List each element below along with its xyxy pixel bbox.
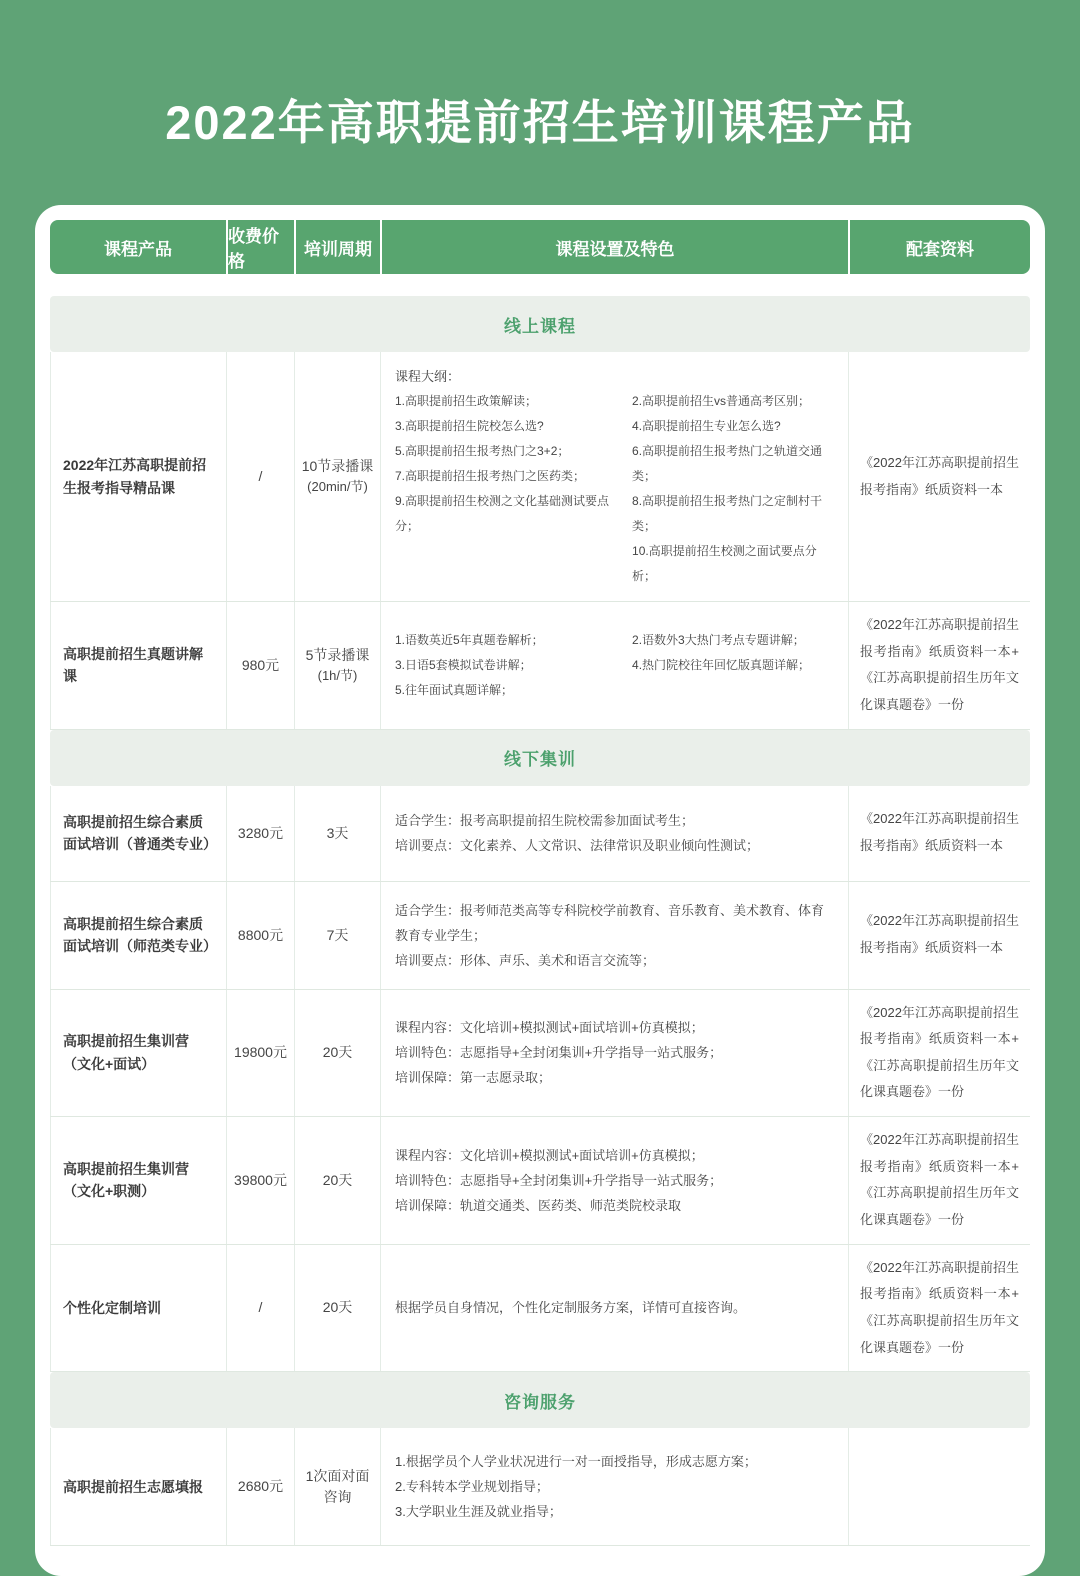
table-row xyxy=(50,602,1030,730)
features-cell xyxy=(380,1428,848,1545)
feature-item: 1.语数英近5年真题卷解析； xyxy=(395,632,544,647)
section-band-online xyxy=(50,296,1030,352)
period-line: 10节录播课 xyxy=(301,458,374,475)
materials-cell xyxy=(848,352,1030,601)
price-cell: 8800元 xyxy=(226,882,294,989)
features-cell xyxy=(380,352,848,601)
feature-line: 培训保障：轨道交通类、医药类、师范类院校录取 xyxy=(395,1197,682,1213)
materials-text: 《2022年江苏高职提前招生报考指南》纸质资料一本+《江苏高职提前招生历年文化课真题卷》一份 xyxy=(860,1132,1019,1228)
period-line: 1次面对面 xyxy=(305,1467,370,1484)
features-cell xyxy=(380,1117,848,1244)
price-cell: 39800元 xyxy=(226,1117,294,1244)
section-band-consulting xyxy=(50,1372,1030,1428)
section-label: 线下集训 xyxy=(504,750,576,770)
feature-item: 3.高职提前招生院校怎么选? xyxy=(395,419,544,433)
period-line: 5节录播课 xyxy=(305,647,370,664)
price-cell: 980元 xyxy=(226,602,294,729)
course-name-cell: 高职提前招生综合素质面试培训（师范类专业） xyxy=(50,882,226,989)
feature-intro: 课程大纲： xyxy=(395,369,461,384)
period-cell xyxy=(294,602,380,729)
features-cell xyxy=(380,882,848,989)
period-line: 咨询 xyxy=(323,1488,352,1505)
price-cell: 19800元 xyxy=(226,990,294,1117)
feature-columns xyxy=(395,628,834,703)
materials-text: 《2022年江苏高职提前招生报考指南》纸质资料一本+《江苏高职提前招生历年文化课真题卷》一份 xyxy=(860,1259,1019,1355)
features-cell xyxy=(380,602,848,729)
feature-item: 6.高职提前招生报考热门之轨道交通类； xyxy=(632,444,823,483)
materials-text: 《2022年江苏高职提前招生报考指南》纸质资料一本 xyxy=(860,811,1019,854)
feature-columns xyxy=(395,389,834,589)
table-header xyxy=(50,220,1030,274)
feature-line: 3.大学职业生涯及就业指导； xyxy=(395,1504,562,1520)
features-cell xyxy=(380,1245,848,1372)
period-line: (1h/节) xyxy=(317,668,358,684)
features-cell xyxy=(380,990,848,1117)
feature-item: 4.高职提前招生专业怎么选? xyxy=(632,419,781,433)
period-line: 20天 xyxy=(322,1044,353,1061)
period-cell xyxy=(294,786,380,881)
feature-item: 3.日语5套模拟试卷讲解； xyxy=(395,657,532,672)
feature-line: 适合学生：报考高职提前招生院校需参加面试考生； xyxy=(395,813,695,829)
materials-text: 《2022年江苏高职提前招生报考指南》纸质资料一本 xyxy=(860,913,1019,956)
table-row xyxy=(50,786,1030,882)
table-row xyxy=(50,882,1030,990)
course-name-cell: 个性化定制培训 xyxy=(50,1245,226,1372)
course-name-cell: 高职提前招生综合素质面试培训（普通类专业） xyxy=(50,786,226,881)
header-cell-materials: 配套资料 xyxy=(848,220,1030,274)
period-line: 20天 xyxy=(322,1171,353,1188)
price-cell: 2680元 xyxy=(226,1428,294,1545)
feature-item: 10.高职提前招生校测之面试要点分析； xyxy=(632,544,817,583)
period-line: (20min/节) xyxy=(307,479,368,495)
price-cell: / xyxy=(226,352,294,601)
content-card xyxy=(35,205,1045,1576)
period-line: 3天 xyxy=(326,824,349,841)
feature-line: 培训特色：志愿指导+全封闭集训+升学指导一站式服务； xyxy=(395,1172,723,1188)
feature-item: 1.高职提前招生政策解读； xyxy=(395,394,538,408)
materials-cell xyxy=(848,1245,1030,1372)
materials-cell xyxy=(848,882,1030,989)
course-name-cell: 2022年江苏高职提前招生报考指导精品课 xyxy=(50,352,226,601)
course-name-cell: 高职提前招生集训营（文化+职测） xyxy=(50,1117,226,1244)
feature-line: 培训保障：第一志愿录取； xyxy=(395,1070,552,1086)
feature-item: 5.高职提前招生报考热门之3+2； xyxy=(395,444,570,458)
feature-line: 根据学员自身情况，个性化定制服务方案，详情可直接咨询。 xyxy=(395,1300,747,1316)
feature-item: 7.高职提前招生报考热门之医药类； xyxy=(395,469,586,483)
period-cell xyxy=(294,1117,380,1244)
feature-line: 培训特色：志愿指导+全封闭集训+升学指导一站式服务； xyxy=(395,1045,723,1061)
feature-item: 4.热门院校往年回忆版真题详解； xyxy=(632,657,811,672)
period-cell xyxy=(294,1245,380,1372)
feature-line: 2.专科转本学业规划指导； xyxy=(395,1479,549,1495)
header-cell-course: 课程产品 xyxy=(50,220,226,274)
period-line: 20天 xyxy=(322,1299,353,1316)
section-label: 线上课程 xyxy=(504,316,576,336)
course-name-cell: 高职提前招生集训营（文化+面试） xyxy=(50,990,226,1117)
period-cell xyxy=(294,882,380,989)
period-line: 7天 xyxy=(326,926,349,943)
header-cell-features: 课程设置及特色 xyxy=(380,220,848,274)
materials-cell xyxy=(848,786,1030,881)
feature-item: 9.高职提前招生校测之文化基础测试要点分； xyxy=(395,494,610,533)
period-cell xyxy=(294,990,380,1117)
course-name-cell: 高职提前招生真题讲解课 xyxy=(50,602,226,729)
feature-item: 8.高职提前招生报考热门之定制村干类； xyxy=(632,494,823,533)
header-cell-price: 收费价格 xyxy=(226,220,294,274)
materials-text: 《2022年江苏高职提前招生报考指南》纸质资料一本 xyxy=(860,454,1019,497)
table-row xyxy=(50,1117,1030,1245)
section-label: 咨询服务 xyxy=(504,1392,576,1412)
features-cell xyxy=(380,786,848,881)
period-cell xyxy=(294,352,380,601)
table-row xyxy=(50,990,1030,1118)
materials-cell xyxy=(848,1117,1030,1244)
feature-line: 适合学生：报考师范类高等专科院校学前教育、音乐教育、美术教育、体育教育专业学生； xyxy=(395,902,825,943)
materials-text: 《2022年江苏高职提前招生报考指南》纸质资料一本+《江苏高职提前招生历年文化课真题卷》一份 xyxy=(860,1004,1019,1100)
table-row xyxy=(50,1428,1030,1546)
materials-cell xyxy=(848,990,1030,1117)
page-title: 2022年高职提前招生培训课程产品 xyxy=(165,96,915,149)
materials-cell xyxy=(848,602,1030,729)
price-cell: 3280元 xyxy=(226,786,294,881)
materials-cell xyxy=(848,1428,1030,1545)
feature-line: 课程内容：文化培训+模拟测试+面试培训+仿真模拟； xyxy=(395,1020,704,1036)
section-band-offline xyxy=(50,730,1030,786)
feature-line: 培训要点：文化素养、人文常识、法律常识及职业倾向性测试； xyxy=(395,838,760,854)
table-row xyxy=(50,352,1030,602)
course-name-cell: 高职提前招生志愿填报 xyxy=(50,1428,226,1545)
feature-line: 课程内容：文化培训+模拟测试+面试培训+仿真模拟； xyxy=(395,1147,704,1163)
materials-text: 《2022年江苏高职提前招生报考指南》纸质资料一本+《江苏高职提前招生历年文化课真题卷》一份 xyxy=(860,617,1019,712)
table-row xyxy=(50,1245,1030,1373)
header-cell-period: 培训周期 xyxy=(294,220,380,274)
feature-item: 5.往年面试真题详解； xyxy=(395,682,514,697)
feature-line: 培训要点：形体、声乐、美术和语言交流等； xyxy=(395,952,656,968)
feature-item: 2.语数外3大热门考点专题讲解； xyxy=(632,632,805,647)
feature-item: 2.高职提前招生vs普通高考区别； xyxy=(632,394,811,408)
price-cell: / xyxy=(226,1245,294,1372)
feature-line: 1.根据学员个人学业状况进行一对一面授指导，形成志愿方案； xyxy=(395,1454,757,1470)
period-cell xyxy=(294,1428,380,1545)
